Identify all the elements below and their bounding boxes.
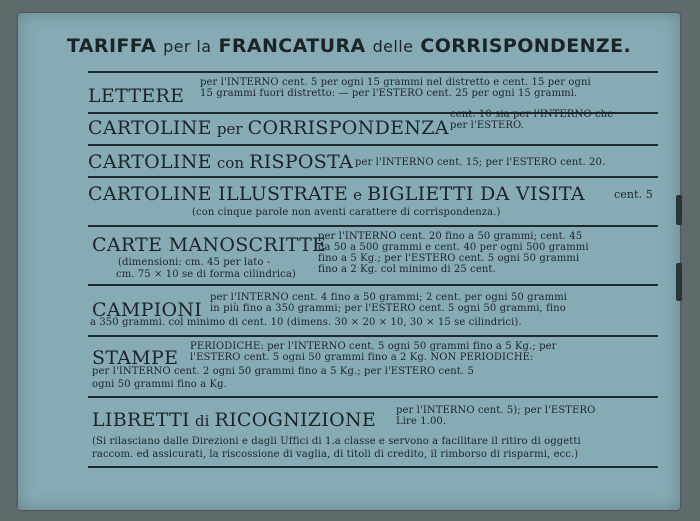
libretti-di: di [194,412,210,430]
postal-rate-card [18,13,680,510]
illustrate-heading [88,183,585,205]
lettere-title: LETTERE [88,85,185,107]
cartoline-risp-heading [88,151,353,173]
illustrate-e: e [353,186,363,204]
cartoline-corr-line-1: cent. 10 sia per l'INTERNO che [450,109,614,120]
manoscritte-line-1: per l'INTERNO cent. 20 fino a 50 grammi; cent. 45 [318,231,583,242]
punch-mark [676,195,682,225]
divider [88,71,658,73]
title-word-francatura: FRANCATURA [218,35,366,57]
libretti-line-2: Lire 1.00. [396,416,447,427]
punch-mark [676,263,682,301]
divider [88,144,658,146]
stampe-title: STAMPE [92,347,179,369]
divider [88,396,658,398]
title-word-per-la: per la [163,37,212,56]
manoscritte-title: CARTE MANOSCRITTE [92,234,327,256]
campioni-line-3: a 350 grammi. col minimo di cent. 10 (dimens. 30 × 20 × 10, 30 × 15 se cilindrici). [90,317,522,328]
title-word-delle: delle [372,37,414,56]
manoscritte-line-3: fino a 5 Kg.; per l'ESTERO cent. 5 ogni 50 grammi [318,253,580,264]
title-word-corrispondenze: CORRISPONDENZE. [420,35,632,57]
stampe-line-3: per l'INTERNO cent. 2 ogni 50 grammi fino a 5 Kg.; per l'ESTERO cent. 5 [92,366,474,377]
stampe-line-2: l'ESTERO cent. 5 ogni 50 grammi fino a 2 Kg. NON PERIODICHE: [190,352,534,363]
stampe-line-4: ogni 50 grammi fino a Kg. [92,379,227,390]
campioni-title: CAMPIONI [92,299,203,321]
illustrate-price: cent. 5 [614,188,653,201]
libretti-line-1: per l'INTERNO cent. 5); per l'ESTERO [396,405,596,416]
divider [88,225,658,227]
manoscritte-dim-2: cm. 75 × 10 se di forma cilindrica) [116,269,296,280]
manoscritte-line-4: fino a 2 Kg. col minimo di 25 cent. [318,264,496,275]
campioni-line-1: per l'INTERNO cent. 4 fino a 50 grammi; 2 cent. per ogni 50 grammi [210,292,568,303]
libretti-note-2: raccom. ed assicurati, la riscossione di vaglia, di titoli di credito, il rimborso di risparmi, ecc.) [92,449,579,460]
illustrate-title2: BIGLIETTI DA VISITA [367,183,585,205]
libretti-title: LIBRETTI [92,409,190,431]
cartoline-risp-title2: RISPOSTA [249,151,354,173]
cartoline-corr-title: CARTOLINE [88,117,212,139]
cartoline-risp-title: CARTOLINE [88,151,212,173]
cartoline-risp-con: con [216,154,244,172]
stampe-line-1: PERIODICHE: per l'INTERNO cent. 5 ogni 50 grammi fino a 5 Kg.; per [190,341,557,352]
libretti-title2: RICOGNIZIONE [214,409,377,431]
libretti-note-1: (Si rilasciano dalle Direzioni e dagli Uffici di 1.a classe e servono a facilitare il ritiro di oggetti [92,436,581,447]
illustrate-title: CARTOLINE ILLUSTRATE [88,183,349,205]
title-word-tariffa: TARIFFA [66,35,157,57]
page-title [18,35,680,57]
divider [88,335,658,337]
manoscritte-line-2: da 50 a 500 grammi e cent. 40 per ogni 500 grammi [318,242,589,253]
campioni-line-2: in più fino a 350 grammi; per l'ESTERO cent. 5 ogni 50 grammi, fino [210,303,566,314]
cartoline-corr-heading [88,117,449,139]
cartoline-risp-text: per l'INTERNO cent. 15; per l'ESTERO cent. 20. [355,157,606,168]
cartoline-corr-title2: CORRISPONDENZA [247,117,449,139]
libretti-heading [92,409,376,431]
manoscritte-dim-1: (dimensioni: cm. 45 per lato - [118,257,271,268]
lettere-line-1: per l'INTERNO cent. 5 per ogni 15 grammi nel distretto e cent. 15 per ogni [200,77,591,88]
cartoline-corr-per: per [216,120,243,138]
divider [88,176,658,178]
divider [88,284,658,286]
lettere-line-2: 15 grammi fuori distretto: — per l'ESTERO cent. 25 per ogni 15 grammi. [200,88,578,99]
divider [88,466,658,468]
illustrate-note: (con cinque parole non aventi carattere di corrispondenza.) [192,207,501,218]
cartoline-corr-line-2: per l'ESTERO. [450,120,524,131]
